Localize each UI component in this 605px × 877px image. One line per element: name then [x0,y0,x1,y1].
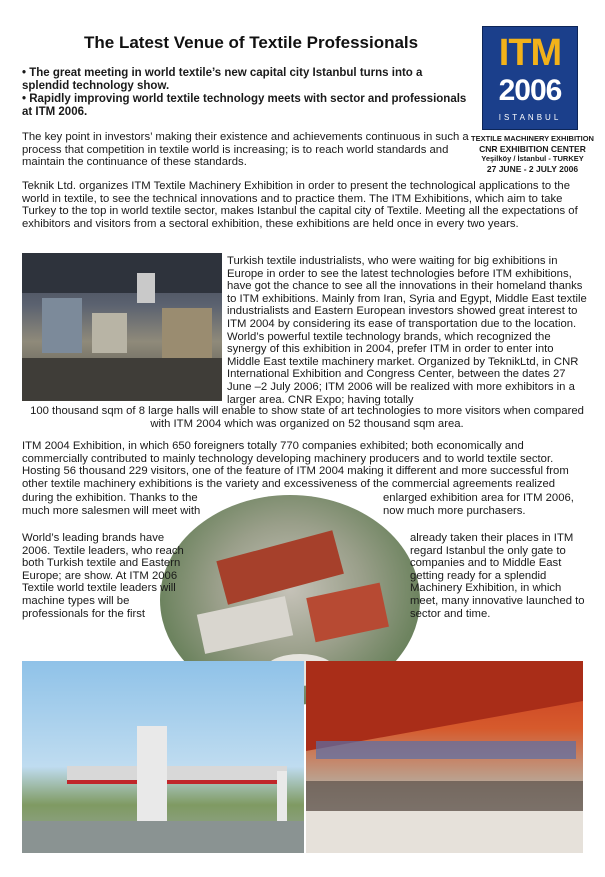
bullet-2: • Rapidly improving world textile technology meets with sector and professionals at ITM 2006. [22,93,467,118]
venue-exhibition: TEXTILE MACHINERY EXHIBITION [471,134,594,143]
page-title: The Latest Venue of Textile Professionals [84,33,419,52]
exhibition-hall-illustration [22,253,222,401]
venue-center: CNR EXHIBITION CENTER [479,144,586,154]
venue-info [470,134,595,174]
venue-dates: 27 JUNE - 2 JULY 2006 [486,164,579,174]
headline-bullets [22,67,472,119]
leading-brands-paragraph-left: World’s leading brands have 2006. Textile leaders, who reach both Turkish textile and Eastern Europe; are show. At ITM 2006 Textile world textile leaders will machine types will be professionals for the first [22,532,184,620]
logo-city: ISTANBUL [498,113,562,122]
exhibition-interior-photo [306,661,583,853]
itm2004-paragraph-left: during the exhibition. Thanks to the much more salesmen will meet with [22,492,201,517]
exhibition-interior-illustration [306,661,583,853]
entrance-gate-photo [22,661,304,853]
teknik-paragraph: Teknik Ltd. organizes ITM Textile Machinery Exhibition in order to present the technological applications to the world in textile, to see the technical innovations and to practice them. The ITM Exhibitions, which aim to take Turkey to the top in world textile sector, makes Istanbul the capital city of Textile. Meeting all the expectations of exhibitors and visitors from a sectoral exhibition, these exhibitions are held once in every two years. [22,180,578,230]
itm2004-paragraph-right: enlarged exhibition area for ITM 2006, now much more purchasers. [383,492,574,517]
logo-brand: ITM [498,32,562,74]
turkish-industrialists-continued: 100 thousand sqm of 8 large halls will enable to show state of art technologies to more visitors when compared with ITM 2004 which was organized on 52 thousand sqm area. [30,405,584,430]
exhibition-hall-photo [22,253,222,401]
turkish-industrialists-paragraph: Turkish textile industrialists, who were waiting for big exhibitions in Europe in order to see the latest technologies before ITM exhibitions, have got the chance to see all the innovations in their homeland thanks to ITM exhibitions. Mainly from Iran, Syria and Egypt, Middle East textile industrialists and Eastern European investors showed great interest to ITM 2004 by considering its ease of transportation due to the location. World’s powerful textile technology brands, which recognized the synergy of this exhibition in 2004, prefer ITM in order to enter into Middle East textile machinery market. Organized by TeknikLtd, in CNR International Exhibition and Congress Center, between the dates 27 June –2 July 2006; ITM 2006 will be realized with more exhibitors in a larger area. CNR Expo; having totally [227,255,587,406]
intro-paragraph: The key point in investors’ making their existence and achievements continuous in such a process that competition in textile world is increasing; is to reach world standards and maintain the continuance of these standards. [22,131,469,169]
itm-logo [482,26,578,130]
entrance-gate-illustration [22,661,304,853]
itm2004-paragraph: ITM 2004 Exhibition, in which 650 foreigners totally 770 companies exhibited; both economically and commercially contributed to mainly technology developing machinery producers and to world textile sector. Hosting 56 thousand 229 visitors, one of the feature of ITM 2004 making it different and more successful from other textile machinery exhibitions is the variety and excessiveness of the commercial agreements realized [22,440,569,490]
venue-location: Yeşilköy / İstanbul - TURKEY [481,154,584,163]
leading-brands-paragraph-right: already taken their places in ITM regard Istanbul the only gate to companies and to Middle East getting ready for a splendid Machinery Exhibition, in which meet, many innovative launched to sector and time. [410,532,585,620]
bullet-1: • The great meeting in world textile’s new capital city Istanbul turns into a splendid technology show. [22,67,423,92]
logo-year: 2006 [498,74,562,107]
